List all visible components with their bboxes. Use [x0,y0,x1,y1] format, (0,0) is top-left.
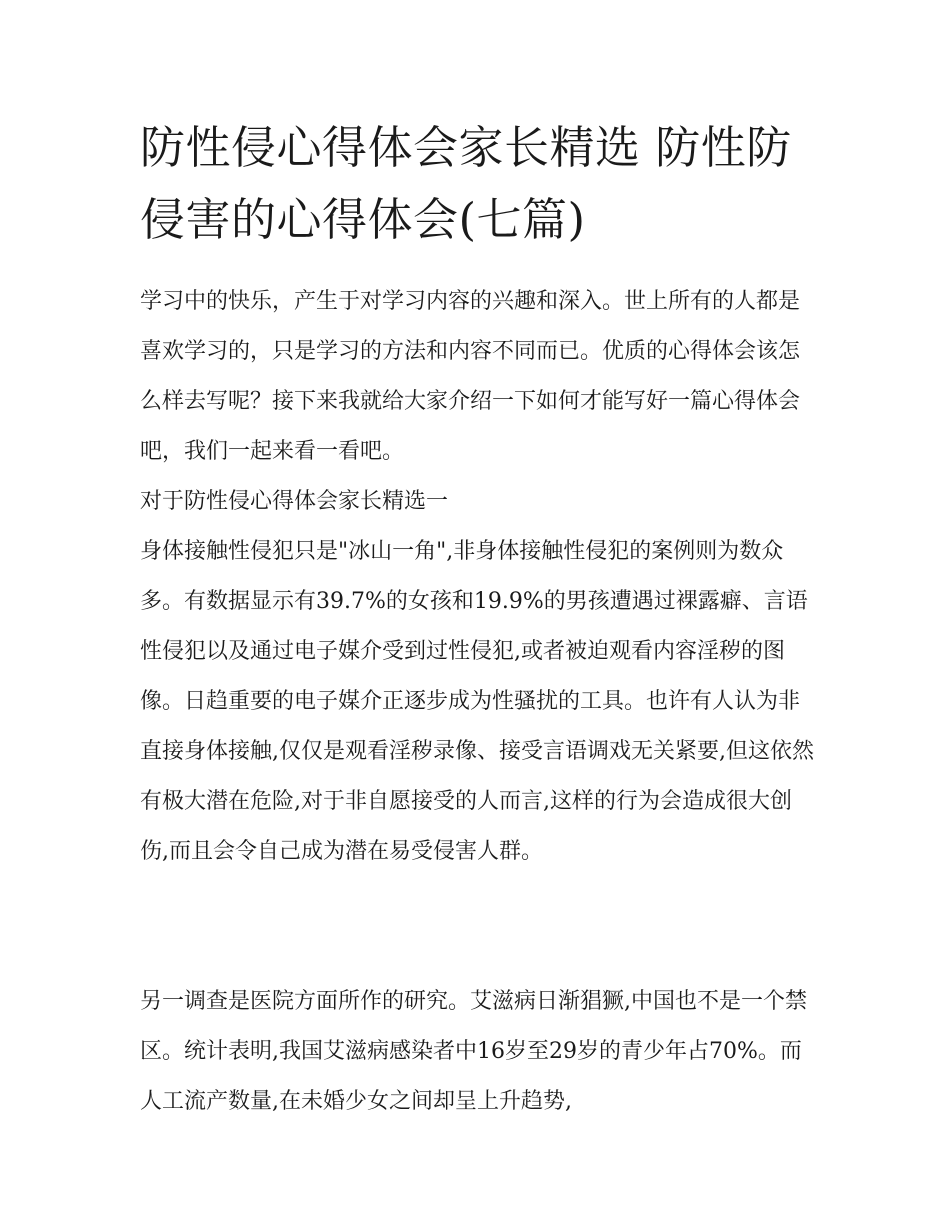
intro-paragraph: 学习中的快乐，产生于对学习内容的兴趣和深入。世上所有的人都是喜欢学习的，只是学习的方法和内容不同而已。优质的心得体会该怎么样去写呢？接下来我就给大家介绍一下如何才能写好一篇心得体会吧，我们一起来看一看吧。 [140,289,801,464]
section-heading: 对于防性侵心得体会家长精选一 [140,489,449,514]
body-paragraph-2: 另一调查是医院方面所作的研究。艾滋病日渐猖獗,中国也不是一个禁区。统计表明,我国艾滋病感染者中16岁至29岁的青少年占70%。而人工流产数量,在未婚少女之间却呈上升趋势, [140,989,807,1114]
document-title: 防性侵心得体会家长精选 防性防侵害的心得体会(七篇) [140,121,792,246]
body-paragraph-1: 身体接触性侵犯只是"冰山一角",非身体接触性侵犯的案例则为数众多。有数据显示有39.7%的女孩和19.9%的男孩遭遇过裸露癖、言语性侵犯以及通过电子媒介受到过性侵犯,或者被迫观看内容淫秽的图像。日趋重要的电子媒介正逐步成为性骚扰的工具。也许有人认为非直接身体接触,仅仅是观看淫秽录像、接受言语调戏无关紧要,但这依然有极大潜在危险,对于非自愿接受的人而言,这样的行为会造成很大创伤,而且会令自己成为潜在易受侵害人群。 [140,539,814,864]
